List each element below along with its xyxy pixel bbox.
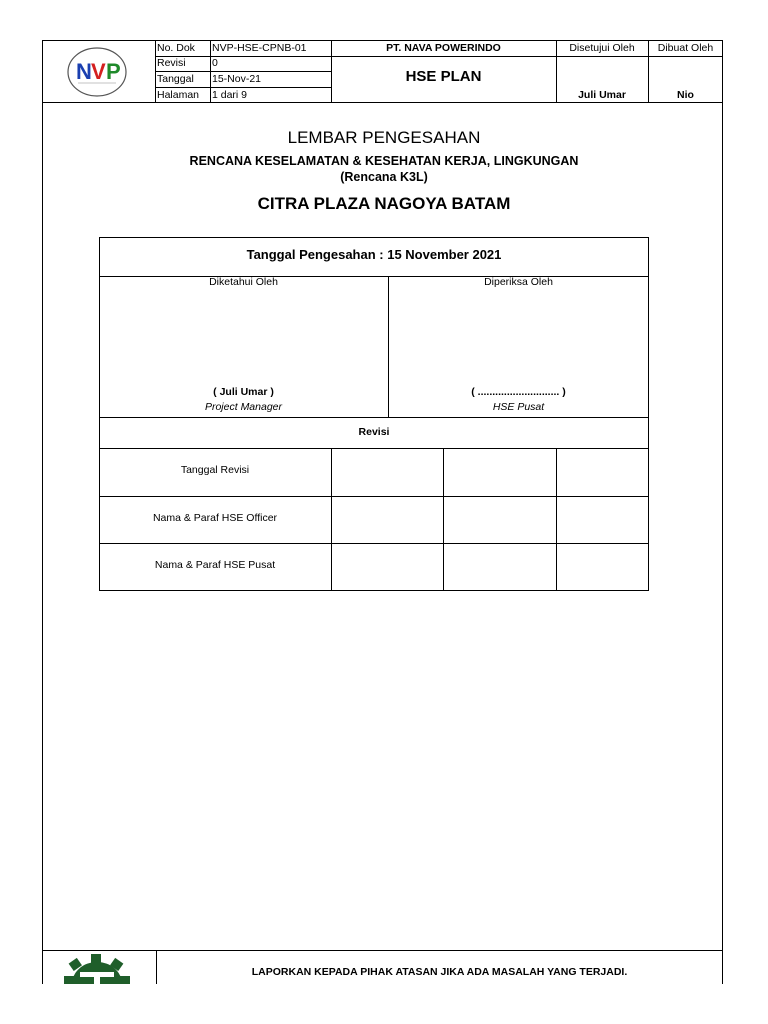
known-by-label: Diketahui Oleh (209, 276, 278, 288)
known-by-name: ( Juli Umar ) (213, 386, 274, 398)
approved-by-label: Disetujui Oleh (569, 42, 635, 54)
made-by-name: Nio (677, 89, 694, 101)
header-hline (331, 56, 723, 57)
checked-by-label: Diperiksa Oleh (484, 276, 553, 288)
header-divider (42, 102, 723, 103)
field-label-halaman: Halaman (157, 89, 200, 101)
main-title: LEMBAR PENGESAHAN (287, 128, 481, 147)
field-value-revisi: 0 (212, 57, 218, 69)
table-vline (331, 448, 332, 591)
company-logo (66, 46, 128, 98)
field-value-no-dok: NVP-HSE-CPNB-01 (212, 42, 307, 54)
known-by-role: Project Manager (204, 401, 283, 413)
subtitle-line-2: (Rencana K3L) (340, 170, 428, 184)
subtitle-line-1: RENCANA KESELAMATAN & KESEHATAN KERJA, LINGKUNGAN (189, 154, 579, 168)
approved-by-name: Juli Umar (578, 89, 626, 101)
gear-logo-icon (64, 954, 130, 984)
field-value-tanggal: 15-Nov-21 (212, 73, 262, 85)
field-label-revisi: Revisi (157, 57, 186, 69)
project-title: CITRA PLAZA NAGOYA BATAM (257, 194, 511, 213)
checked-by-role: HSE Pusat (492, 401, 545, 413)
table-hline (99, 448, 649, 449)
doc-title: HSE PLAN (405, 68, 482, 85)
footer-message: LAPORKAN KEPADA PIHAK ATASAN JIKA ADA MASALAH YANG TERJADI. (251, 966, 628, 978)
table-hline (99, 543, 649, 544)
made-by-label: Dibuat Oleh (657, 42, 714, 54)
approval-date: Tanggal Pengesahan : 15 November 2021 (246, 247, 502, 262)
revision-row-label: Nama & Paraf HSE Officer (152, 512, 278, 524)
logo-letter-v: V (91, 59, 106, 84)
field-label-tanggal: Tanggal (157, 73, 194, 85)
footer-divider (42, 950, 723, 951)
field-value-halaman: 1 dari 9 (212, 89, 248, 101)
checked-by-name: ( ............................ ) (471, 386, 566, 398)
company-name: PT. NAVA POWERINDO (386, 42, 501, 54)
logo-letter-n: N (76, 59, 92, 84)
revisi-header: Revisi (358, 426, 390, 438)
revision-row-label: Nama & Paraf HSE Pusat (154, 559, 276, 571)
approval-table (99, 237, 649, 591)
field-label-no-dok: No. Dok (157, 42, 195, 54)
revision-row-label: Tanggal Revisi (180, 464, 250, 476)
table-vline (443, 448, 444, 591)
logo-letter-p: P (106, 59, 121, 84)
table-hline (99, 496, 649, 497)
table-vline (556, 448, 557, 591)
table-hline (99, 417, 649, 418)
